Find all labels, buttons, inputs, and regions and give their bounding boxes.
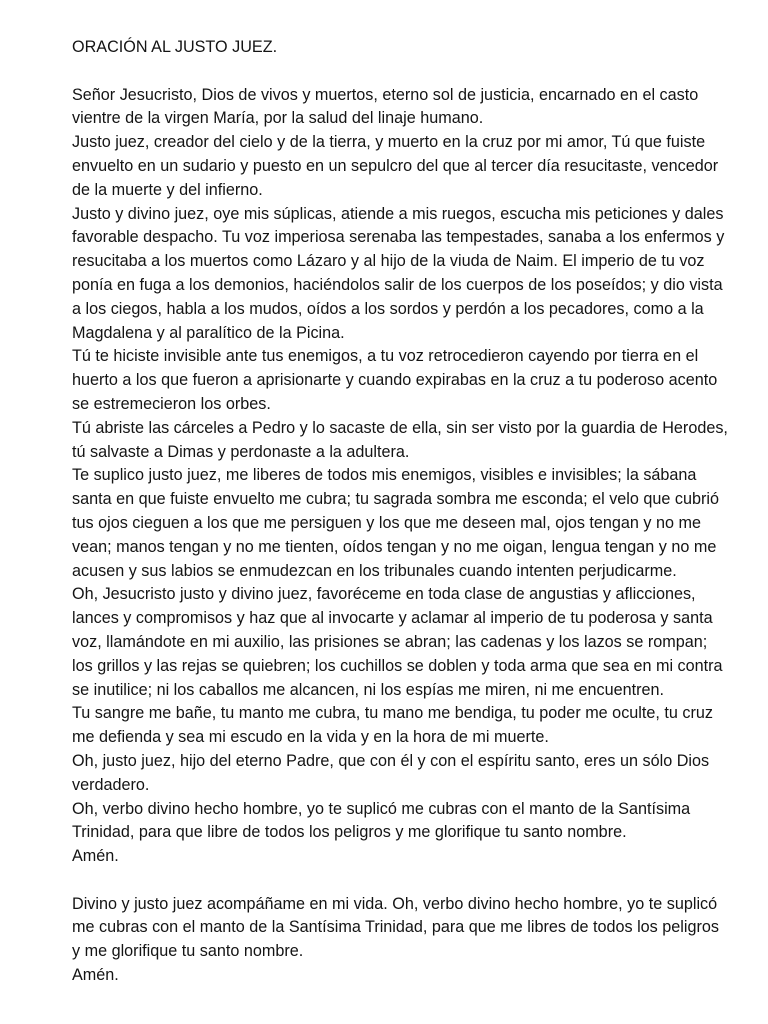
prayer-body [72,84,728,869]
text-line: envuelto en un sudario y puesto en un sepulcro del que al tercer día resucitaste, vencedor [72,156,719,175]
text-line: tú salvaste a Dimas y perdonaste a la adultera. [72,442,410,461]
text-line: vientre de la virgen María, por la salud del linaje humano. [72,109,484,128]
text-line: tus ojos cieguen a los que me persiguen y los que me deseen mal, ojos tengan y no me [72,513,701,532]
text-line: verdadero. [72,775,150,794]
text-line: Oh, verbo divino hecho hombre, yo te suplicó me cubras con el manto de la Santísima [72,799,691,818]
text-line: Magdalena y al paralítico de la Picina. [72,323,345,342]
text-line: Oh, justo juez, hijo del eterno Padre, que con él y con el espíritu santo, eres un sólo Dios [72,751,710,770]
text-line: santa en que fuiste envuelto me cubra; tu sagrada sombra me esconda; el velo que cubrió [72,490,719,509]
text-line: vean; manos tengan y no me tienten, oídos tengan y no me oigan, lengua tengan y no me [72,537,717,556]
text-line: Tu sangre me bañe, tu manto me cubra, tu mano me bendiga, tu poder me oculte, tu cruz [72,704,713,723]
document-title: ORACIÓN AL JUSTO JUEZ. [72,38,278,56]
text-line: Amén. [72,847,119,866]
text-line: a los ciegos, habla a los mudos, oídos a los sordos y perdón a los pecadores, como a la [72,299,704,318]
text-line: voz, llamándote en mi auxilio, las prisiones se abran; las cadenas y los lazos se rompan; [72,632,708,651]
text-line: me defienda y sea mi escudo en la vida y en la hora de mi muerte. [72,728,549,747]
closing-paragraph [72,893,722,988]
text-line: huerto a los que fueron a aprisionarte y cuando expirabas en la cruz a tu poderoso acento [72,371,718,390]
text-line: Te suplico justo juez, me liberes de todos mis enemigos, visibles e invisibles; la sábana [72,466,697,485]
text-line: me cubras con el manto de la Santísima Trinidad, para que me libres de todos los peligros [72,918,719,937]
text-line: Amén. [72,966,119,985]
text-line: Justo y divino juez, oye mis súplicas, atiende a mis ruegos, escucha mis peticiones y dales [72,204,724,223]
text-line: Tú abriste las cárceles a Pedro y lo sacaste de ella, sin ser visto por la guardia de Herodes, [72,418,728,437]
text-line: Trinidad, para que libre de todos los peligros y me glorifique tu santo nombre. [72,823,627,842]
document-body [72,36,728,988]
text-line: acusen y sus labios se enmudezcan en los tribunales cuando intenten perjudicarme. [72,561,677,580]
text-line: y me glorifique tu santo nombre. [72,942,304,961]
text-line: ponía en fuga a los demonios, haciéndolos salir de los cuerpos de los poseídos; y dio vista [72,275,723,294]
text-line: Oh, Jesucristo justo y divino juez, favoréceme en toda clase de angustias y aflicciones, [72,585,696,604]
text-line: Señor Jesucristo, Dios de vivos y muertos, eterno sol de justicia, encarnado en el casto [72,85,699,104]
blank-line [72,869,722,893]
text-line: los grillos y las rejas se quiebren; los cuchillos se doblen y toda arma que sea en mi contra [72,656,723,675]
text-line: se inutilice; ni los caballos me alcancen, ni los espías me miren, ni me encuentren. [72,680,665,699]
text-line: Justo juez, creador del cielo y de la tierra, y muerto en la cruz por mi amor, Tú que fuiste [72,133,706,152]
text-line: resucitaba a los muertos como Lázaro y al hijo de la viuda de Naim. El imperio de tu voz [72,252,705,271]
text-line: Tú te hiciste invisible ante tus enemigos, a tu voz retrocedieron cayendo por tierra en el [72,347,699,366]
text-line: favorable despacho. Tu voz imperiosa serenaba las tempestades, sanaba a los enfermos y [72,228,725,247]
text-line: lances y compromisos y haz que al invocarte y aclamar al imperio de tu poderosa y santa [72,609,713,628]
text-line: Divino y justo juez acompáñame en mi vida. Oh, verbo divino hecho hombre, yo te suplicó [72,894,718,913]
blank-line [72,60,722,84]
text-line: de la muerte y del infierno. [72,180,263,199]
text-line: se estremecieron los orbes. [72,394,271,413]
